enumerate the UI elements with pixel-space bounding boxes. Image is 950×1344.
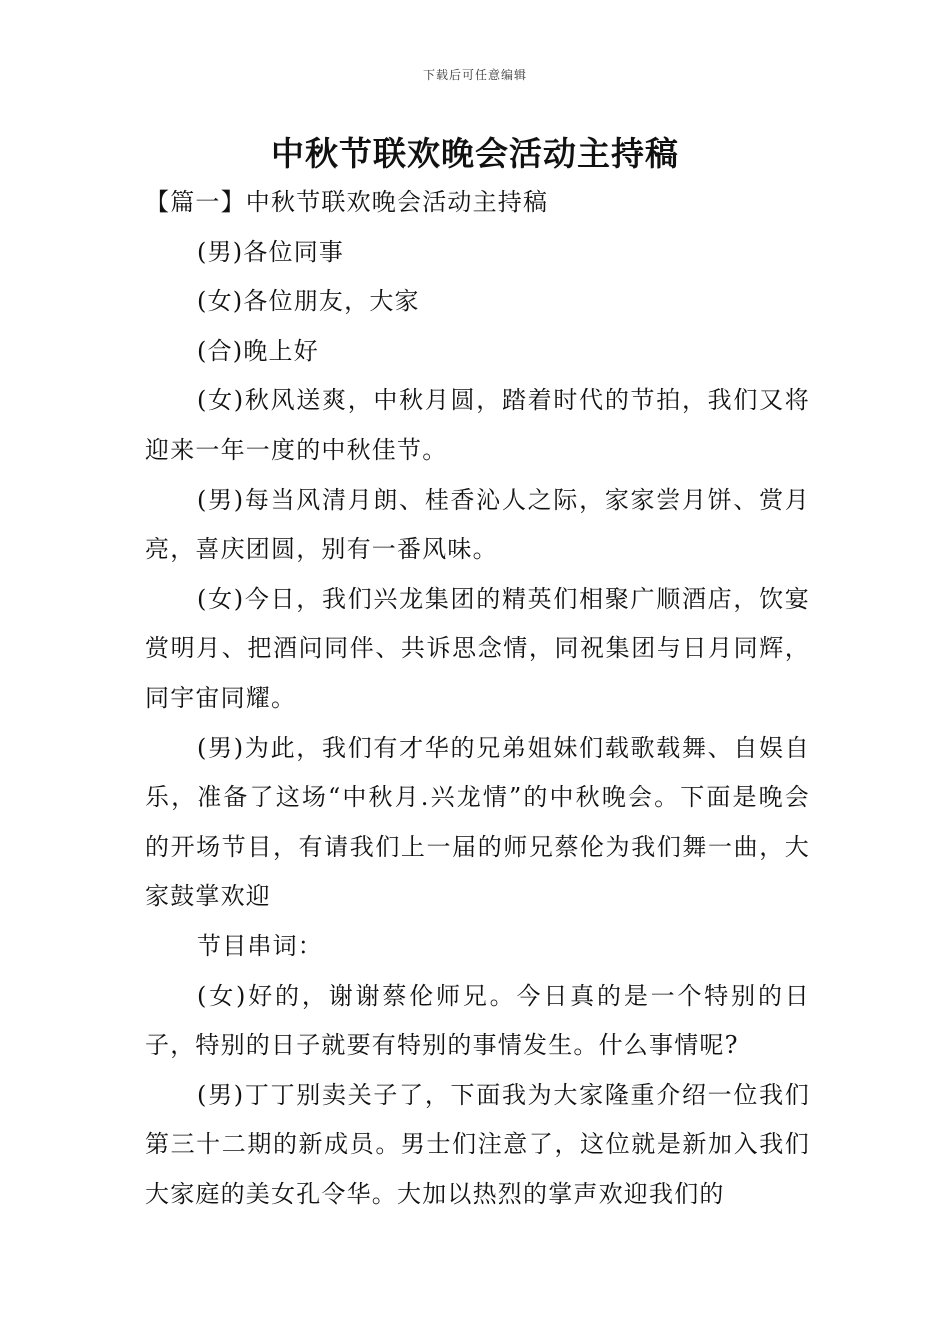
paragraph: (合)晚上好 — [197, 336, 319, 365]
paragraph: (男)丁丁别卖关子了，下面我为大家隆重介绍一位我们第三十二期的新成员。男士们注意了，这位就是新加入我们大家庭的美女孔令华。大加以热烈的掌声欢迎我们的 — [145, 1080, 810, 1208]
section-heading: 【篇一】中秋节联欢晚会活动主持稿 — [145, 188, 549, 216]
paragraph: (女)各位朋友，大家 — [197, 287, 420, 316]
paragraph: (男)为此，我们有才华的兄弟姐妹们载歌载舞、自娱自乐，准备了这场“中秋月.兴龙情”的中秋晚会。下面是晚会的开场节目，有请我们上一届的师兄蔡伦为我们舞一曲，大家鼓掌欢迎 — [145, 733, 810, 911]
header-note: 下载后可任意编辑 — [422, 68, 527, 82]
paragraph: (男)各位同事 — [197, 237, 345, 266]
document-body — [145, 178, 810, 1219]
paragraph: (男)每当风清月朗、桂香沁人之际，家家尝月饼、赏月亮，喜庆团圆，别有一番风味。 — [145, 485, 810, 564]
paragraph: (女)秋风送爽，中秋月圆，踏着时代的节拍，我们又将迎来一年一度的中秋佳节。 — [145, 386, 810, 464]
document-title: 中秋节联欢晚会活动主持稿 — [271, 134, 679, 173]
paragraph: (女)好的，谢谢蔡伦师兄。今日真的是一个特别的日子，特别的日子就要有特别的事情发生。什么事情呢? — [145, 981, 810, 1060]
paragraph: (女)今日，我们兴龙集团的精英们相聚广顺酒店，饮宴赏明月、把酒问同伴、共诉思念情，同祝集团与日月同辉，同宇宙同耀。 — [145, 584, 810, 712]
paragraph: 节目串词： — [197, 931, 323, 960]
